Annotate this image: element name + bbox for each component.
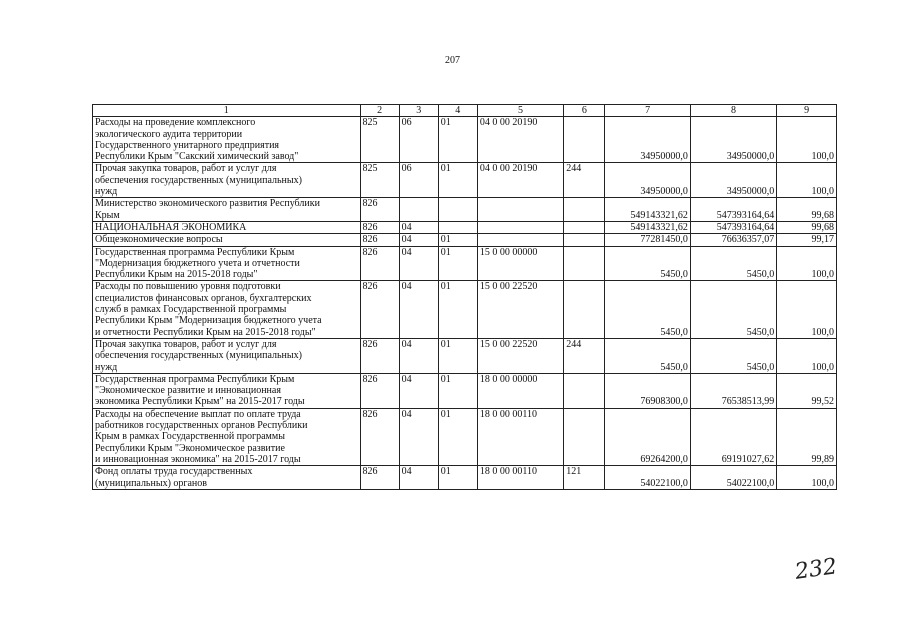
table-row — [93, 373, 837, 408]
budget-table — [92, 104, 837, 490]
section-code: 04 — [399, 281, 438, 338]
row-description: Общеэкономические вопросы — [93, 234, 361, 246]
subsection-code — [438, 198, 477, 222]
executed-amount: 54022100,0 — [690, 466, 776, 490]
subsection-code: 01 — [438, 281, 477, 338]
planned-amount: 5450,0 — [605, 338, 690, 373]
ministry-code: 825 — [360, 163, 399, 198]
table-row — [93, 234, 837, 246]
expense-type-code: 121 — [564, 466, 605, 490]
column-header: 5 — [477, 105, 563, 117]
section-code: 04 — [399, 373, 438, 408]
executed-amount: 34950000,0 — [690, 117, 776, 163]
executed-amount: 5450,0 — [690, 281, 776, 338]
row-description: Государственная программа Республики Крым "Модернизация бюджетного учета и отчетности Республики Крым на 2015-2018 годы" — [93, 246, 361, 281]
target-article-code — [477, 234, 563, 246]
table-row — [93, 221, 837, 233]
ministry-code: 826 — [360, 246, 399, 281]
execution-percent: 100,0 — [777, 281, 837, 338]
column-header: 1 — [93, 105, 361, 117]
ministry-code: 826 — [360, 373, 399, 408]
execution-percent: 100,0 — [777, 163, 837, 198]
table-row — [93, 338, 837, 373]
table-row — [93, 163, 837, 198]
expense-type-code — [564, 246, 605, 281]
column-header: 9 — [777, 105, 837, 117]
ministry-code: 826 — [360, 466, 399, 490]
planned-amount: 77281450,0 — [605, 234, 690, 246]
row-description: Министерство экономического развития Республики Крым — [93, 198, 361, 222]
handwritten-page-number: 232 — [793, 554, 839, 585]
table-header-row — [93, 105, 837, 117]
expense-type-code — [564, 198, 605, 222]
subsection-code: 01 — [438, 163, 477, 198]
row-description: Расходы на обеспечение выплат по оплате труда работников государственных органов Республики Крым в рамках Государственной программы Республики Крым "Экономическое развитие и инновационная экономика" на 2015-2017 годы — [93, 408, 361, 465]
planned-amount: 34950000,0 — [605, 117, 690, 163]
planned-amount: 549143321,62 — [605, 221, 690, 233]
expense-type-code — [564, 373, 605, 408]
expense-type-code — [564, 281, 605, 338]
row-description: Расходы по повышению уровня подготовки специалистов финансовых органов, бухгалтерских служб в рамках Государственной программы Республики Крым "Модернизация бюджетного учета и отчетности Республики Крым на 2015-2018 годы" — [93, 281, 361, 338]
ministry-code: 826 — [360, 338, 399, 373]
ministry-code: 826 — [360, 281, 399, 338]
subsection-code — [438, 221, 477, 233]
execution-percent: 100,0 — [777, 246, 837, 281]
expense-type-code — [564, 221, 605, 233]
target-article-code: 18 0 00 00110 — [477, 408, 563, 465]
executed-amount: 5450,0 — [690, 338, 776, 373]
expense-type-code: 244 — [564, 163, 605, 198]
execution-percent: 100,0 — [777, 117, 837, 163]
subsection-code: 01 — [438, 408, 477, 465]
subsection-code: 01 — [438, 246, 477, 281]
column-header: 4 — [438, 105, 477, 117]
column-header: 6 — [564, 105, 605, 117]
planned-amount: 69264200,0 — [605, 408, 690, 465]
table-row — [93, 281, 837, 338]
ministry-code: 826 — [360, 221, 399, 233]
section-code — [399, 198, 438, 222]
table-row — [93, 246, 837, 281]
execution-percent: 99,89 — [777, 408, 837, 465]
target-article-code: 15 0 00 22520 — [477, 281, 563, 338]
execution-percent: 99,52 — [777, 373, 837, 408]
target-article-code: 15 0 00 22520 — [477, 338, 563, 373]
section-code: 04 — [399, 246, 438, 281]
target-article-code: 18 0 00 00110 — [477, 466, 563, 490]
section-code: 04 — [399, 338, 438, 373]
planned-amount: 5450,0 — [605, 281, 690, 338]
executed-amount: 547393164,64 — [690, 198, 776, 222]
execution-percent: 99,17 — [777, 234, 837, 246]
execution-percent: 100,0 — [777, 466, 837, 490]
table-row — [93, 198, 837, 222]
executed-amount: 76538513,99 — [690, 373, 776, 408]
section-code: 04 — [399, 408, 438, 465]
section-code: 04 — [399, 221, 438, 233]
executed-amount: 76636357,07 — [690, 234, 776, 246]
subsection-code: 01 — [438, 338, 477, 373]
target-article-code: 15 0 00 00000 — [477, 246, 563, 281]
table-row — [93, 466, 837, 490]
column-header: 8 — [690, 105, 776, 117]
executed-amount: 69191027,62 — [690, 408, 776, 465]
column-header: 3 — [399, 105, 438, 117]
section-code: 04 — [399, 466, 438, 490]
row-description: Фонд оплаты труда государственных (муниципальных) органов — [93, 466, 361, 490]
execution-percent: 100,0 — [777, 338, 837, 373]
planned-amount: 549143321,62 — [605, 198, 690, 222]
target-article-code: 04 0 00 20190 — [477, 163, 563, 198]
subsection-code: 01 — [438, 117, 477, 163]
page-number: 207 — [445, 55, 460, 66]
planned-amount: 54022100,0 — [605, 466, 690, 490]
table-row — [93, 408, 837, 465]
target-article-code: 04 0 00 20190 — [477, 117, 563, 163]
row-description: Государственная программа Республики Крым "Экономическое развитие и инновационная экономика Республики Крым" на 2015-2017 годы — [93, 373, 361, 408]
expense-type-code: 244 — [564, 338, 605, 373]
section-code: 06 — [399, 163, 438, 198]
planned-amount: 5450,0 — [605, 246, 690, 281]
ministry-code: 825 — [360, 117, 399, 163]
execution-percent: 99,68 — [777, 221, 837, 233]
subsection-code: 01 — [438, 373, 477, 408]
table-row — [93, 117, 837, 163]
planned-amount: 76908300,0 — [605, 373, 690, 408]
target-article-code: 18 0 00 00000 — [477, 373, 563, 408]
section-code: 06 — [399, 117, 438, 163]
executed-amount: 34950000,0 — [690, 163, 776, 198]
row-description: Прочая закупка товаров, работ и услуг для обеспечения государственных (муниципальных) нужд — [93, 338, 361, 373]
target-article-code — [477, 198, 563, 222]
expense-type-code — [564, 408, 605, 465]
column-header: 7 — [605, 105, 690, 117]
expense-type-code — [564, 234, 605, 246]
ministry-code: 826 — [360, 234, 399, 246]
subsection-code: 01 — [438, 466, 477, 490]
executed-amount: 547393164,64 — [690, 221, 776, 233]
execution-percent: 99,68 — [777, 198, 837, 222]
ministry-code: 826 — [360, 198, 399, 222]
planned-amount: 34950000,0 — [605, 163, 690, 198]
row-description: Расходы на проведение комплексного экологического аудита территории Государственного унитарного предприятия Республики Крым "Сакский химический завод" — [93, 117, 361, 163]
section-code: 04 — [399, 234, 438, 246]
target-article-code — [477, 221, 563, 233]
ministry-code: 826 — [360, 408, 399, 465]
row-description: Прочая закупка товаров, работ и услуг для обеспечения государственных (муниципальных) нужд — [93, 163, 361, 198]
column-header: 2 — [360, 105, 399, 117]
executed-amount: 5450,0 — [690, 246, 776, 281]
subsection-code: 01 — [438, 234, 477, 246]
expense-type-code — [564, 117, 605, 163]
row-description: НАЦИОНАЛЬНАЯ ЭКОНОМИКА — [93, 221, 361, 233]
